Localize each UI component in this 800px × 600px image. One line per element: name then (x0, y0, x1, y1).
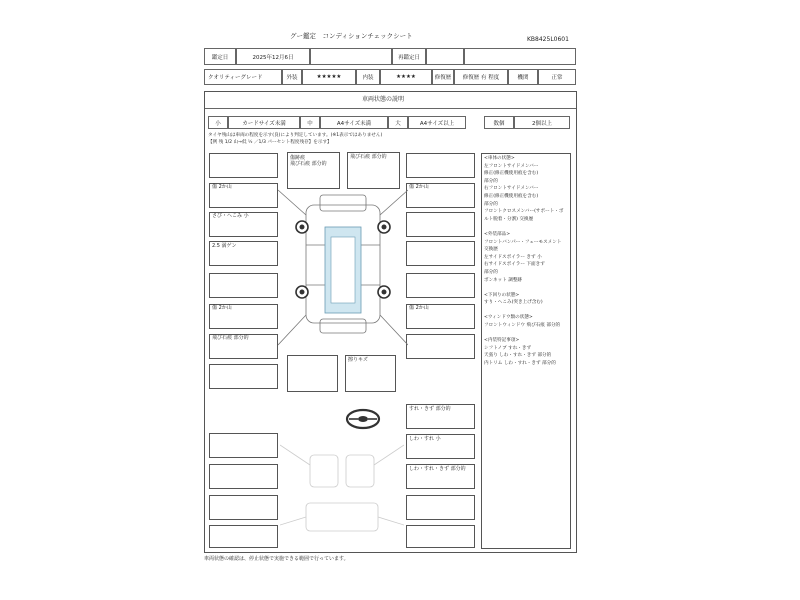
box-int-left-1 (209, 433, 278, 458)
notes-text: <車体の状態> 左フロントサイドメンバー 修正(修正機使用痕を含む) 部分的 右フロントサイドメンバー 修正(修正機使用痕を含む) 部分的 フロントクロスメンバー(サポート・ボ ルト脱着・分割) 交換歴 <外装部品> フロントバンパー・フェーモスメント 交換歴 左サイドスポイラー きず 小 右サイドスポイラー 下面きず 部分的 ボンネット 調整跡 <下回りの状態> すり・へこみ(突き上げ含む) <ウィンドウ類の状態> フロントウィンドウ 飛び石痕 部分的 <内装特記事項> シフトノブ すれ・きず 天張り しわ・すれ・きず 部分的 内トリム しわ・すれ・きず 部分的 (484, 156, 564, 367)
steering-wheel-icon (345, 408, 381, 430)
legend-large: 大 (388, 116, 408, 129)
box-right-7 (406, 334, 475, 359)
label-left-3: 2.5 満ゲン (212, 243, 237, 249)
box-left-5 (209, 273, 278, 298)
label-int-1: すれ・きず 部分的 (409, 406, 451, 412)
footer-note: 車両状態の確認は、停止状態で実施できる範囲で行っています。 (204, 556, 349, 562)
sheet-title: グー鑑定 コンディションチェックシート (290, 32, 413, 40)
exterior-label: 外装 (282, 69, 302, 85)
engine-label: 機関 (508, 69, 538, 85)
appraisal-date-value: 2025年12月6日 (236, 48, 310, 65)
appraisal-date-label: 鑑定日 (204, 48, 236, 65)
box-left-8 (209, 364, 278, 389)
tire-note-2: 【例 残 1/2 山→低 ½ ／1/3 パーセント程度残存】を示す】 (208, 140, 332, 145)
section-divider (205, 108, 576, 109)
label-left-rear-2: 飛び石痕 部分的 (212, 335, 249, 341)
legend-medium-desc: A4サイズ未満 (320, 116, 388, 129)
box-bottom-left (287, 355, 338, 392)
legend-count-label: 数個 (484, 116, 514, 129)
exterior-stars: ★★★★★ (302, 69, 356, 85)
car-front-bumper (320, 195, 366, 211)
legend-small-desc: カードサイズ未満 (228, 116, 300, 129)
label-front-top: 傷跡痕 飛び石痕 部分的 (290, 155, 327, 167)
reappraisal-label: 再鑑定日 (392, 48, 426, 65)
box-int-left-2 (209, 464, 278, 489)
interior-diagram (280, 435, 404, 545)
box-right-4 (406, 241, 475, 266)
label-right-rear: 傷 2か山 (409, 305, 429, 311)
label-rear: 擦りキズ (348, 357, 368, 363)
label-left-rear: 傷 2か山 (212, 305, 232, 311)
label-left-2: さび・へこみ 小 (212, 213, 249, 219)
label-int-2: しわ・すれ 小 (409, 436, 441, 442)
label-front-top2: 飛び石痕 部分的 (350, 154, 387, 160)
appraisal-date-blank (310, 48, 392, 65)
quality-grade-label: クオリティーグレード (204, 69, 282, 85)
interior-label: 内装 (356, 69, 380, 85)
tire-front-left (296, 221, 308, 233)
tire-rear-right (378, 286, 390, 298)
section-title: 車両状態の説明 (362, 96, 405, 103)
engine-value: 正常 (538, 69, 576, 85)
label-int-3: しわ・すれ・きず 部分的 (409, 466, 466, 472)
tire-front-right (378, 221, 390, 233)
reappraisal-value (426, 48, 464, 65)
label-left-1: 傷 2か山 (212, 184, 232, 190)
box-int-left-3 (209, 495, 278, 520)
tire-note-1: タイヤ残山は車両の程度を示す(良)により判定しています。(※1表示ではありません) (208, 133, 383, 138)
box-right-3 (406, 212, 475, 237)
repair-label: 修復歴 (432, 69, 454, 85)
repair-value: 修復歴 有 程度 (454, 69, 508, 85)
legend-medium: 中 (300, 116, 320, 129)
box-right-5 (406, 273, 475, 298)
box-int-right-4 (406, 495, 475, 520)
tire-rear-left (296, 286, 308, 298)
box-right-1 (406, 153, 475, 178)
label-right-1: 傷 2か山 (409, 184, 429, 190)
car-rear-bumper (320, 319, 366, 333)
car-diagram (278, 185, 408, 350)
car-roof (331, 237, 355, 303)
box-int-left-4 (209, 525, 278, 548)
legend-small: 小 (208, 116, 228, 129)
box-left-1 (209, 153, 278, 178)
legend-large-desc: A4サイズ以上 (408, 116, 466, 129)
box-int-right-5 (406, 525, 475, 548)
interior-stars: ★★★★ (380, 69, 432, 85)
sheet-code: KB8425L0601 (527, 36, 569, 43)
reappraisal-blank (464, 48, 576, 65)
legend-count-desc: 2個以上 (514, 116, 570, 129)
